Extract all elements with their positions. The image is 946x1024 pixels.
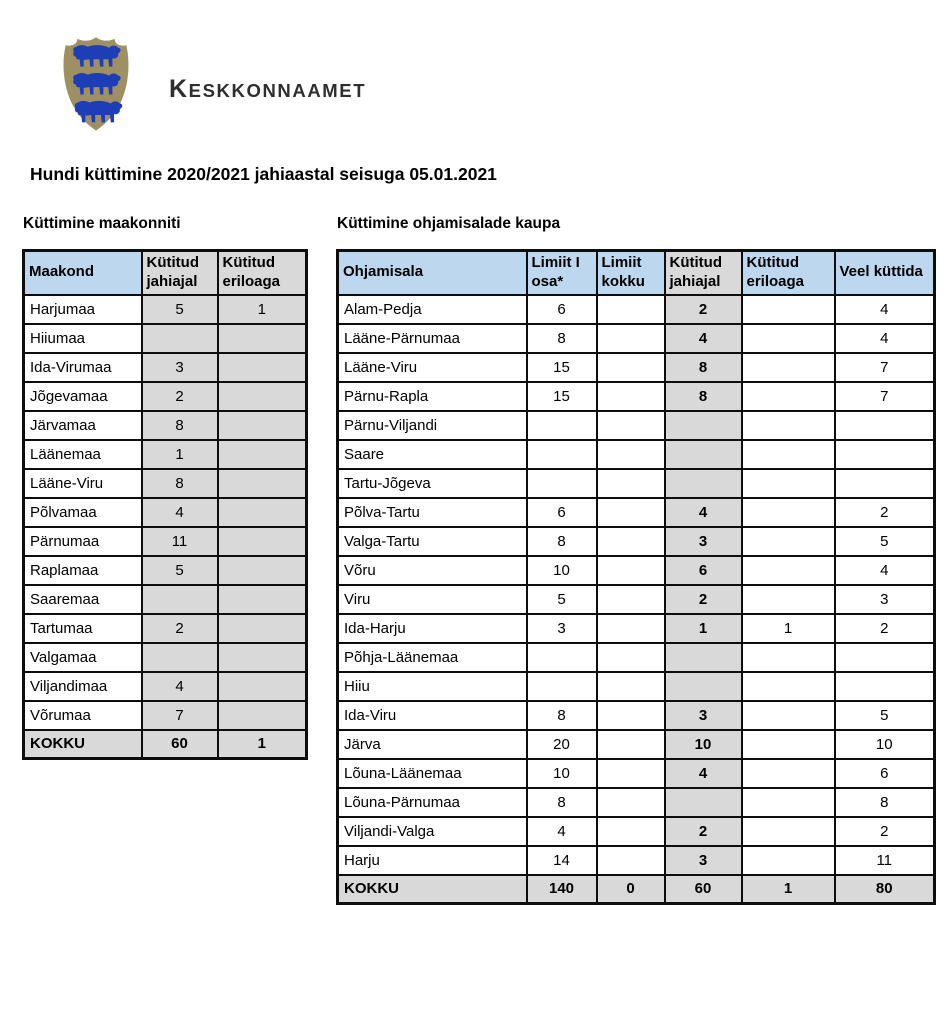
- veel-kuttida-cell: 3: [835, 585, 935, 614]
- kutitud-eriloaga-cell: [218, 527, 307, 556]
- table-row: [338, 672, 935, 701]
- column-header-maakond: Maakond: [24, 251, 142, 295]
- limiit-i-osa-cell: 140: [527, 875, 597, 904]
- veel-kuttida-cell: 4: [835, 295, 935, 324]
- kutitud-jahiajal-cell: 7: [142, 701, 218, 730]
- kutitud-jahiajal-cell: 3: [665, 527, 742, 556]
- county-cell: Jõgevamaa: [24, 382, 142, 411]
- kutitud-jahiajal-cell: 11: [142, 527, 218, 556]
- limiit-i-osa-cell: 8: [527, 788, 597, 817]
- area-cell: Lõuna-Läänemaa: [338, 759, 527, 788]
- veel-kuttida-cell: 7: [835, 382, 935, 411]
- column-header-kutitud-jahiajal: Kütitud jahiajal: [665, 251, 742, 295]
- column-header-kutitud-eriloaga: Kütitud eriloaga: [742, 251, 835, 295]
- table-row: [24, 556, 307, 585]
- table-row: [338, 440, 935, 469]
- kutitud-eriloaga-cell: [218, 701, 307, 730]
- area-table-section: [336, 215, 936, 905]
- veel-kuttida-cell: [835, 643, 935, 672]
- kutitud-eriloaga-cell: [742, 672, 835, 701]
- kutitud-eriloaga-cell: [218, 672, 307, 701]
- limiit-kokku-cell: [597, 788, 665, 817]
- county-cell: Lääne-Viru: [24, 469, 142, 498]
- kutitud-eriloaga-cell: [218, 382, 307, 411]
- limiit-i-osa-cell: 10: [527, 556, 597, 585]
- limiit-kokku-cell: [597, 614, 665, 643]
- kutitud-eriloaga-cell: [218, 411, 307, 440]
- area-cell: Pärnu-Rapla: [338, 382, 527, 411]
- kutitud-jahiajal-cell: 8: [665, 382, 742, 411]
- limiit-kokku-cell: [597, 353, 665, 382]
- veel-kuttida-cell: 5: [835, 701, 935, 730]
- tables-row: [0, 215, 946, 905]
- kutitud-eriloaga-cell: [742, 440, 835, 469]
- kutitud-jahiajal-cell: 8: [665, 353, 742, 382]
- kutitud-eriloaga-cell: [218, 440, 307, 469]
- kutitud-jahiajal-cell: 4: [665, 759, 742, 788]
- limiit-kokku-cell: [597, 411, 665, 440]
- area-table-header-row: [338, 251, 935, 295]
- veel-kuttida-cell: 7: [835, 353, 935, 382]
- kutitud-eriloaga-cell: [742, 353, 835, 382]
- limiit-i-osa-cell: [527, 440, 597, 469]
- county-cell: Viljandimaa: [24, 672, 142, 701]
- kutitud-eriloaga-cell: [742, 527, 835, 556]
- veel-kuttida-cell: 80: [835, 875, 935, 904]
- table-row: [338, 498, 935, 527]
- limiit-i-osa-cell: 5: [527, 585, 597, 614]
- kutitud-jahiajal-cell: [142, 643, 218, 672]
- org-wordmark-rest: ESKKONNAAMET: [188, 79, 367, 101]
- veel-kuttida-cell: 10: [835, 730, 935, 759]
- veel-kuttida-cell: 5: [835, 527, 935, 556]
- table-row: [338, 353, 935, 382]
- veel-kuttida-cell: [835, 672, 935, 701]
- kutitud-jahiajal-cell: 8: [142, 411, 218, 440]
- county-cell: Valgamaa: [24, 643, 142, 672]
- column-header-limiit-kokku: Limiit kokku: [597, 251, 665, 295]
- limiit-kokku-cell: [597, 556, 665, 585]
- letterhead: [0, 0, 946, 138]
- limiit-i-osa-cell: 4: [527, 817, 597, 846]
- kutitud-eriloaga-cell: [742, 469, 835, 498]
- estonian-coat-of-arms-icon: [55, 29, 137, 137]
- kutitud-eriloaga-cell: 1: [742, 875, 835, 904]
- veel-kuttida-cell: 8: [835, 788, 935, 817]
- kutitud-jahiajal-cell: 4: [142, 672, 218, 701]
- kutitud-eriloaga-cell: [742, 556, 835, 585]
- area-cell: Ida-Viru: [338, 701, 527, 730]
- limiit-kokku-cell: [597, 759, 665, 788]
- area-cell: Viru: [338, 585, 527, 614]
- kutitud-jahiajal-cell: 6: [665, 556, 742, 585]
- kutitud-eriloaga-cell: [742, 382, 835, 411]
- table-row: [338, 324, 935, 353]
- table-row: [338, 527, 935, 556]
- kutitud-eriloaga-cell: [742, 498, 835, 527]
- kutitud-eriloaga-cell: [742, 701, 835, 730]
- table-row: [338, 382, 935, 411]
- kutitud-jahiajal-cell: 8: [142, 469, 218, 498]
- table-row: [24, 585, 307, 614]
- county-cell: Hiiumaa: [24, 324, 142, 353]
- limiit-kokku-cell: 0: [597, 875, 665, 904]
- table-row: [338, 701, 935, 730]
- table-row: [338, 788, 935, 817]
- kutitud-eriloaga-cell: [742, 759, 835, 788]
- kutitud-eriloaga-cell: [742, 817, 835, 846]
- kutitud-eriloaga-cell: [742, 295, 835, 324]
- kutitud-eriloaga-cell: [218, 585, 307, 614]
- table-row: [24, 295, 307, 324]
- kutitud-eriloaga-cell: [742, 846, 835, 875]
- table-row: [24, 643, 307, 672]
- county-table-body: [24, 295, 307, 759]
- kutitud-jahiajal-cell: 3: [142, 353, 218, 382]
- table-row: [24, 498, 307, 527]
- limiit-i-osa-cell: 14: [527, 846, 597, 875]
- table-row: [24, 353, 307, 382]
- limiit-i-osa-cell: 10: [527, 759, 597, 788]
- limiit-kokku-cell: [597, 469, 665, 498]
- area-cell: Hiiu: [338, 672, 527, 701]
- table-row: [338, 817, 935, 846]
- kutitud-eriloaga-cell: [218, 498, 307, 527]
- area-cell: Alam-Pedja: [338, 295, 527, 324]
- kutitud-eriloaga-cell: [742, 324, 835, 353]
- limiit-kokku-cell: [597, 672, 665, 701]
- limiit-kokku-cell: [597, 382, 665, 411]
- table-row: [24, 527, 307, 556]
- kutitud-jahiajal-cell: 10: [665, 730, 742, 759]
- limiit-kokku-cell: [597, 585, 665, 614]
- area-cell: Harju: [338, 846, 527, 875]
- county-cell: Läänemaa: [24, 440, 142, 469]
- kutitud-jahiajal-cell: 2: [665, 817, 742, 846]
- limiit-i-osa-cell: [527, 643, 597, 672]
- kutitud-jahiajal-cell: 60: [142, 730, 218, 759]
- table-row: [338, 759, 935, 788]
- county-cell: Põlvamaa: [24, 498, 142, 527]
- table-row: [24, 614, 307, 643]
- kutitud-eriloaga-cell: 1: [218, 730, 307, 759]
- kutitud-jahiajal-cell: 5: [142, 556, 218, 585]
- area-cell: Lääne-Viru: [338, 353, 527, 382]
- kutitud-jahiajal-cell: 2: [142, 614, 218, 643]
- kutitud-jahiajal-cell: 2: [665, 585, 742, 614]
- limiit-i-osa-cell: 6: [527, 295, 597, 324]
- area-cell: Lõuna-Pärnumaa: [338, 788, 527, 817]
- county-cell: Ida-Virumaa: [24, 353, 142, 382]
- limiit-i-osa-cell: 6: [527, 498, 597, 527]
- veel-kuttida-cell: 4: [835, 324, 935, 353]
- kutitud-jahiajal-cell: 4: [665, 498, 742, 527]
- veel-kuttida-cell: 2: [835, 614, 935, 643]
- table-row: [338, 643, 935, 672]
- veel-kuttida-cell: 6: [835, 759, 935, 788]
- table-row: [24, 411, 307, 440]
- veel-kuttida-cell: 11: [835, 846, 935, 875]
- kutitud-jahiajal-cell: [665, 440, 742, 469]
- kutitud-eriloaga-cell: [218, 469, 307, 498]
- kutitud-eriloaga-cell: [742, 788, 835, 817]
- kutitud-eriloaga-cell: [742, 730, 835, 759]
- county-cell: Pärnumaa: [24, 527, 142, 556]
- area-cell: Tartu-Jõgeva: [338, 469, 527, 498]
- kutitud-jahiajal-cell: [665, 411, 742, 440]
- county-cell: Võrumaa: [24, 701, 142, 730]
- org-wordmark: [169, 75, 366, 104]
- table-row: [24, 382, 307, 411]
- table-total-row: [338, 875, 935, 904]
- table-row: [338, 469, 935, 498]
- kutitud-jahiajal-cell: 3: [665, 846, 742, 875]
- kutitud-jahiajal-cell: 2: [665, 295, 742, 324]
- table-row: [24, 701, 307, 730]
- county-cell: Harjumaa: [24, 295, 142, 324]
- area-cell: Lääne-Pärnumaa: [338, 324, 527, 353]
- area-cell: Valga-Tartu: [338, 527, 527, 556]
- limiit-i-osa-cell: [527, 411, 597, 440]
- column-header-kutitud-eriloaga: Kütitud eriloaga: [218, 251, 307, 295]
- area-cell: Järva: [338, 730, 527, 759]
- kutitud-jahiajal-cell: [665, 788, 742, 817]
- area-cell: Ida-Harju: [338, 614, 527, 643]
- limiit-i-osa-cell: 8: [527, 324, 597, 353]
- county-cell: KOKKU: [24, 730, 142, 759]
- limiit-kokku-cell: [597, 527, 665, 556]
- kutitud-jahiajal-cell: [665, 643, 742, 672]
- area-table-caption: Küttimine ohjamisalade kaupa: [337, 215, 561, 232]
- area-table: [336, 249, 936, 905]
- table-row: [338, 556, 935, 585]
- kutitud-jahiajal-cell: [665, 672, 742, 701]
- limiit-kokku-cell: [597, 498, 665, 527]
- limiit-i-osa-cell: [527, 672, 597, 701]
- table-row: [338, 295, 935, 324]
- kutitud-eriloaga-cell: [218, 324, 307, 353]
- lion-icon: [73, 45, 122, 122]
- limiit-kokku-cell: [597, 440, 665, 469]
- table-row: [338, 585, 935, 614]
- area-cell: Saare: [338, 440, 527, 469]
- kutitud-jahiajal-cell: [142, 585, 218, 614]
- kutitud-jahiajal-cell: 60: [665, 875, 742, 904]
- table-row: [338, 730, 935, 759]
- veel-kuttida-cell: 2: [835, 498, 935, 527]
- table-row: [24, 469, 307, 498]
- limiit-i-osa-cell: 8: [527, 527, 597, 556]
- veel-kuttida-cell: [835, 440, 935, 469]
- limiit-kokku-cell: [597, 846, 665, 875]
- kutitud-eriloaga-cell: [218, 614, 307, 643]
- veel-kuttida-cell: [835, 411, 935, 440]
- county-table: [22, 249, 308, 760]
- table-row: [338, 411, 935, 440]
- county-table-caption: Küttimine maakonniti: [23, 215, 181, 232]
- kutitud-eriloaga-cell: 1: [218, 295, 307, 324]
- limiit-i-osa-cell: 8: [527, 701, 597, 730]
- limiit-i-osa-cell: 3: [527, 614, 597, 643]
- county-table-header-row: [24, 251, 307, 295]
- kutitud-jahiajal-cell: [665, 469, 742, 498]
- limiit-kokku-cell: [597, 295, 665, 324]
- table-row: [24, 672, 307, 701]
- county-table-section: [22, 215, 308, 760]
- page-title: Hundi küttimine 2020/2021 jahiaastal seisuga 05.01.2021: [30, 164, 497, 184]
- limiit-i-osa-cell: 15: [527, 382, 597, 411]
- limiit-i-osa-cell: 20: [527, 730, 597, 759]
- table-row: [338, 614, 935, 643]
- veel-kuttida-cell: [835, 469, 935, 498]
- kutitud-eriloaga-cell: [218, 643, 307, 672]
- veel-kuttida-cell: 2: [835, 817, 935, 846]
- kutitud-eriloaga-cell: [218, 556, 307, 585]
- limiit-i-osa-cell: [527, 469, 597, 498]
- kutitud-eriloaga-cell: 1: [742, 614, 835, 643]
- kutitud-jahiajal-cell: 3: [665, 701, 742, 730]
- org-wordmark-initial: K: [169, 74, 189, 103]
- area-table-body: [338, 295, 935, 904]
- column-header-kutitud-jahiajal: Kütitud jahiajal: [142, 251, 218, 295]
- area-cell: Põlva-Tartu: [338, 498, 527, 527]
- column-header-veel-kuttida: Veel küttida: [835, 251, 935, 295]
- kutitud-eriloaga-cell: [742, 411, 835, 440]
- limiit-kokku-cell: [597, 730, 665, 759]
- kutitud-jahiajal-cell: [142, 324, 218, 353]
- table-row: [24, 440, 307, 469]
- county-cell: Järvamaa: [24, 411, 142, 440]
- kutitud-eriloaga-cell: [742, 585, 835, 614]
- limiit-kokku-cell: [597, 701, 665, 730]
- kutitud-jahiajal-cell: 4: [142, 498, 218, 527]
- table-row: [338, 846, 935, 875]
- area-cell: Võru: [338, 556, 527, 585]
- kutitud-jahiajal-cell: 5: [142, 295, 218, 324]
- area-cell: KOKKU: [338, 875, 527, 904]
- kutitud-eriloaga-cell: [742, 643, 835, 672]
- kutitud-jahiajal-cell: 2: [142, 382, 218, 411]
- column-header-limiit-i-osa: Limiit I osa*: [527, 251, 597, 295]
- table-total-row: [24, 730, 307, 759]
- kutitud-jahiajal-cell: 1: [142, 440, 218, 469]
- county-cell: Raplamaa: [24, 556, 142, 585]
- limiit-kokku-cell: [597, 324, 665, 353]
- area-cell: Viljandi-Valga: [338, 817, 527, 846]
- veel-kuttida-cell: 4: [835, 556, 935, 585]
- limiit-kokku-cell: [597, 817, 665, 846]
- table-row: [24, 324, 307, 353]
- kutitud-jahiajal-cell: 1: [665, 614, 742, 643]
- area-cell: Põhja-Läänemaa: [338, 643, 527, 672]
- limiit-i-osa-cell: 15: [527, 353, 597, 382]
- county-cell: Tartumaa: [24, 614, 142, 643]
- limiit-kokku-cell: [597, 643, 665, 672]
- kutitud-jahiajal-cell: 4: [665, 324, 742, 353]
- column-header-ohjamisala: Ohjamisala: [338, 251, 527, 295]
- area-cell: Pärnu-Viljandi: [338, 411, 527, 440]
- county-cell: Saaremaa: [24, 585, 142, 614]
- kutitud-eriloaga-cell: [218, 353, 307, 382]
